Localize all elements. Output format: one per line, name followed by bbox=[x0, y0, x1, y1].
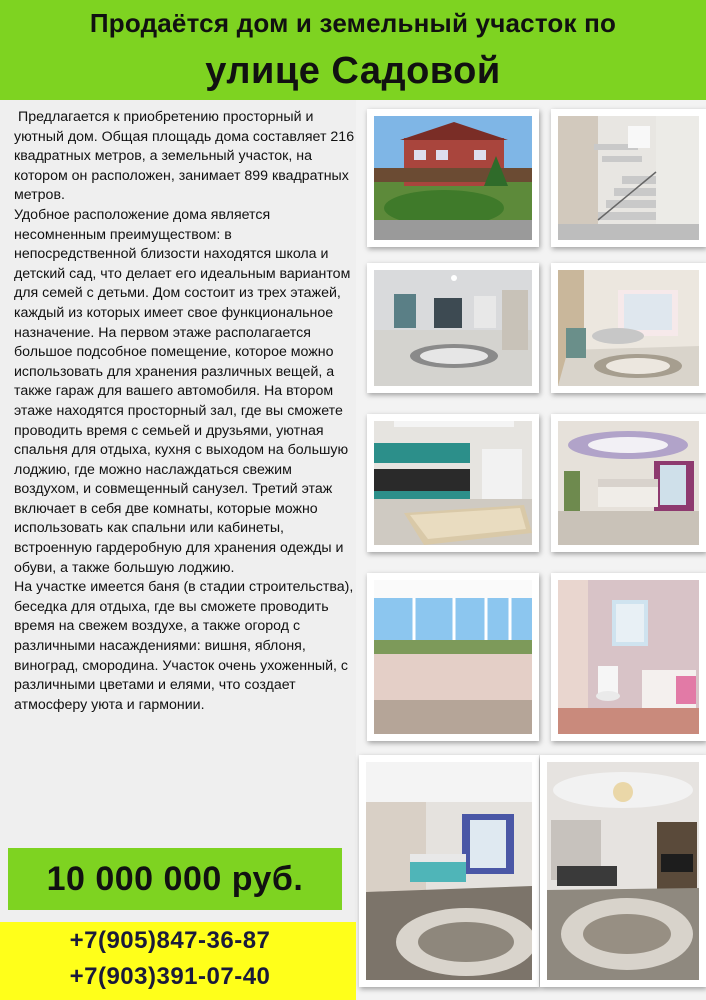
photo-bedroom bbox=[551, 414, 706, 552]
title-line-2: улице Садовой bbox=[205, 50, 501, 92]
photo-balcony bbox=[367, 573, 539, 741]
price-box bbox=[8, 848, 342, 910]
photo-living-room bbox=[551, 263, 706, 393]
description-paragraph-1: Предлагается к приобретению просторный и уютный дом. Общая площадь дома составляет 216 квадратных метров, а земельный участок, на котором он расположен, занимает 899 квадратных метров. bbox=[14, 109, 355, 204]
photo-living-room-2 bbox=[540, 755, 706, 987]
description-paragraph-3: На участке имеется баня (в стадии строительства), беседка для отдыха, где вы сможете проводить время на свежем воздухе, а также огород с различными насаждениями: вишня, яблоня, виноград, смородина. Участок очень ухоженный, с различными цветами и елями, что создает атмосферу уюта и гармонии. bbox=[14, 579, 354, 713]
photo-bathroom bbox=[551, 573, 706, 741]
photo-staircase bbox=[551, 109, 706, 247]
description-text bbox=[14, 108, 358, 715]
photo-kitchen bbox=[367, 414, 539, 552]
phone-box bbox=[0, 922, 356, 1000]
description-paragraph-2: Удобное расположение дома является несомненным преимуществом: в непосредственной близости находятся школа и детский сад, что делает его идеальным вариантом для семей с детьми. Дом состоит из трех этажей, каждый из которых имеет свое функциональное назначение. На первом этаже располагается большое подсобное помещение, которое можно использовать для хранения различных вещей, а также гараж для вашего автомобиля. На втором этаже находятся просторный зал, где вы сможете проводить время с семьей и друзьями, уютная спальня для отдыха, кухня с выходом на большую лоджию, где можно наслаждаться свежим воздухом, и совмещенный санузел. Третий этаж включает в себя две комнаты, которые можно использовать как спальни или кабинеты, встроенную гардеробную для хранения одежды и обуви, а также большую лоджию. bbox=[14, 206, 351, 576]
phone-number-1[interactable]: +7(905)847-36-87 bbox=[69, 927, 271, 954]
photo-bedroom-2 bbox=[359, 755, 539, 987]
photo-hall bbox=[367, 263, 539, 393]
price-label: 10 000 000 руб. bbox=[46, 859, 304, 898]
title-line-1: Продаётся дом и земельный участок по bbox=[89, 8, 617, 38]
header-banner bbox=[0, 0, 706, 100]
photo-house-exterior bbox=[367, 109, 539, 247]
phone-number-2[interactable]: +7(903)391-07-40 bbox=[69, 963, 271, 990]
